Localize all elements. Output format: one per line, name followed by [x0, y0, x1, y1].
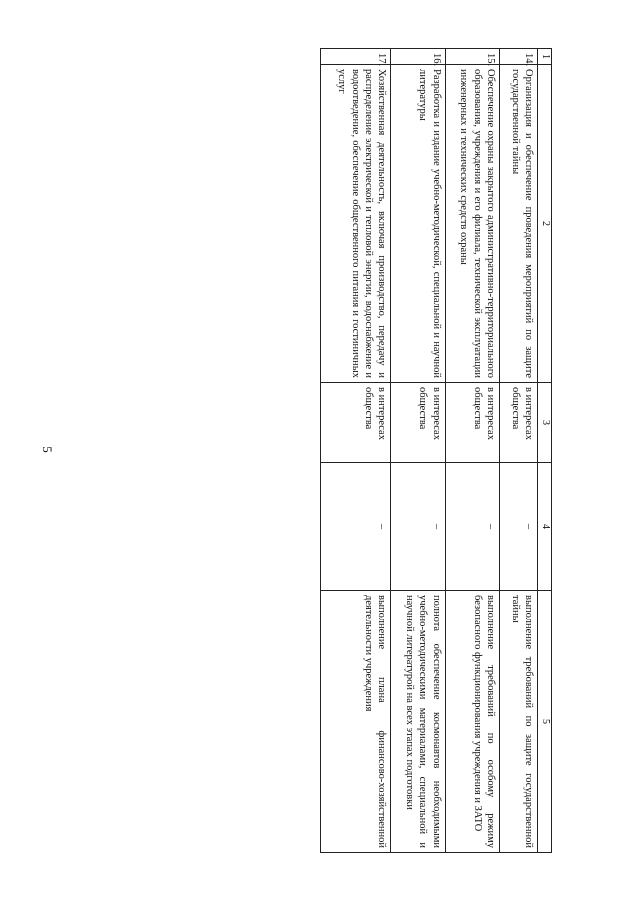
- row-number: 16.: [391, 49, 445, 65]
- activity-cell: Организация и обеспечение проведения мероприятий по защите государственной тайны: [500, 65, 538, 383]
- dash-cell: –: [445, 463, 499, 591]
- header-cell: 5: [538, 591, 552, 853]
- table-row: [391, 49, 445, 853]
- table-row: [445, 49, 499, 853]
- table-row: [500, 49, 538, 853]
- row-number: 17.: [321, 49, 391, 65]
- header-cell: 2: [538, 65, 552, 383]
- activities-table: [320, 48, 552, 853]
- table-row: [321, 49, 391, 853]
- rotated-table-container: [320, 48, 552, 852]
- interest-cell: в интересах общества: [321, 383, 391, 463]
- activity-cell: Обеспечение охраны закрытого административно-территориального образования, учреждения и его филиала, технической эксплуатации инженерных и технических средств охраны: [445, 65, 499, 383]
- interest-cell: в интересах общества: [391, 383, 445, 463]
- activity-cell: Хозяйственная деятельность, включая производство, передачу и распределение электрической и тепловой энергии, водоснабжение и водоотведение, обеспечение общественного питания и гостиничных услуг: [321, 65, 391, 383]
- row-number: 15.: [445, 49, 499, 65]
- table-header-row: [538, 49, 552, 853]
- page-number: 5: [39, 446, 55, 453]
- criteria-cell: выполнение плана финансово-хозяйственной деятельности учреждения: [321, 591, 391, 853]
- header-cell: 4: [538, 463, 552, 591]
- row-number: 14.: [500, 49, 538, 65]
- interest-cell: в интересах общества: [500, 383, 538, 463]
- header-cell: 3: [538, 383, 552, 463]
- header-cell: 1: [538, 49, 552, 65]
- criteria-cell: полнота обеспечение космонавтов необходимыми учебно-методическими материалами, специальной и научной литературой на всех этапах подготовки: [391, 591, 445, 853]
- activity-cell: Разработка и издание учебно-методической, специальной и научной литературы: [391, 65, 445, 383]
- dash-cell: –: [391, 463, 445, 591]
- criteria-cell: выполнение требований по защите государственной тайны: [500, 591, 538, 853]
- dash-cell: –: [321, 463, 391, 591]
- criteria-cell: выполнение требований по особому режиму безопасного функционирования учреждения и ЗАТО: [445, 591, 499, 853]
- interest-cell: в интересах общества: [445, 383, 499, 463]
- dash-cell: –: [500, 463, 538, 591]
